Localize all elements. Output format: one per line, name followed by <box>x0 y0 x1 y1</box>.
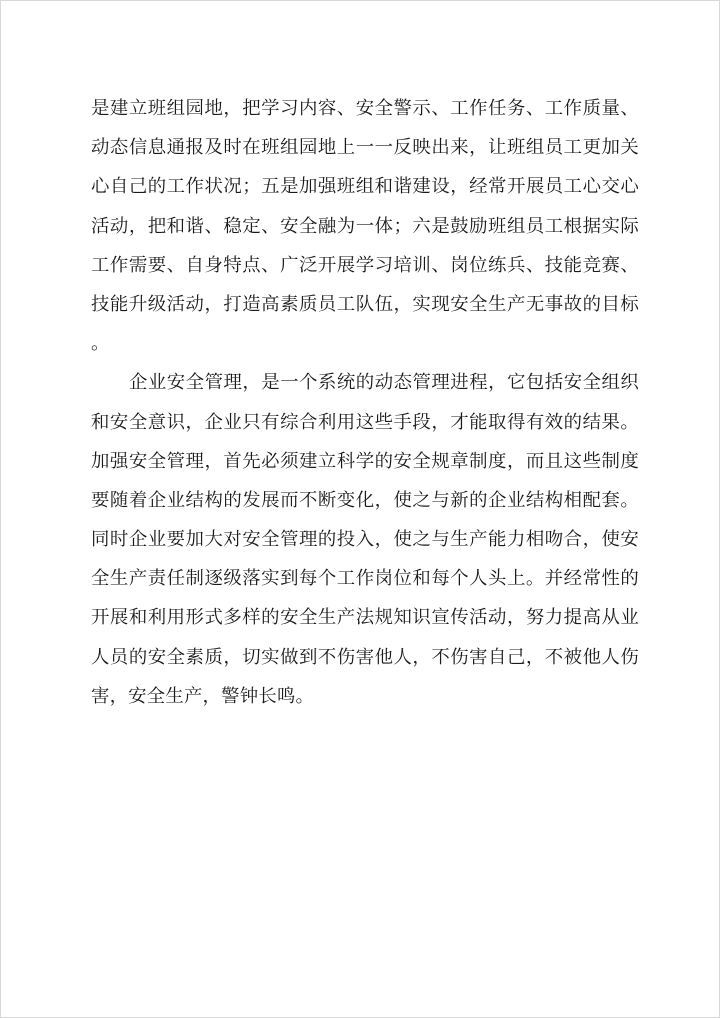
paragraph-1 <box>91 89 639 363</box>
paragraph-2-line: 人员的安全素质，切实做到不伤害他人，不伤害自己，不被他人伤 <box>91 646 639 668</box>
paragraph-1-line: 动态信息通报及时在班组园地上一一反映出来，让班组员工更加关 <box>91 137 639 159</box>
paragraph-1-line: 活动，把和谐、稳定、安全融为一体；六是鼓励班组员工根据实际 <box>91 215 639 237</box>
paragraph-1-line: 技能升级活动，打造高素质员工队伍，实现安全生产无事故的目标 <box>91 293 639 315</box>
paragraph-1-line: 。 <box>91 333 110 355</box>
paragraph-2-line: 全生产责任制逐级落实到每个工作岗位和每个人头上。并经常性的 <box>91 568 639 590</box>
paragraph-2-line: 要随着企业结构的发展而不断变化，使之与新的企业结构相配套。 <box>91 489 639 511</box>
paragraph-2-line: 加强安全管理，首先必须建立科学的安全规章制度，而且这些制度 <box>91 450 639 472</box>
paragraph-1-line: 是建立班组园地，把学习内容、安全警示、工作任务、工作质量、 <box>91 98 639 119</box>
paragraph-2-line: 同时企业要加大对安全管理的投入，使之与生产能力相吻合，使安 <box>91 529 639 551</box>
paragraph-2-line: 和安全意识，企业只有综合利用这些手段，才能取得有效的结果。 <box>91 411 639 433</box>
paragraph-1-line: 工作需要、自身特点、广泛开展学习培训、岗位练兵、技能竞赛、 <box>91 254 639 276</box>
paragraph-2-line: 开展和利用形式多样的安全生产法规知识宣传活动，努力提高从业 <box>91 607 639 629</box>
document-body <box>91 89 639 716</box>
paragraph-1-line: 心自己的工作状况；五是加强班组和谐建设，经常开展员工心交心 <box>91 176 639 198</box>
paragraph-2-line: 企业安全管理，是一个系统的动态管理进程，它包括安全组织 <box>129 372 639 394</box>
paragraph-2-line: 害，安全生产，警钟长鸣。 <box>91 685 315 707</box>
paragraph-2 <box>91 363 639 716</box>
